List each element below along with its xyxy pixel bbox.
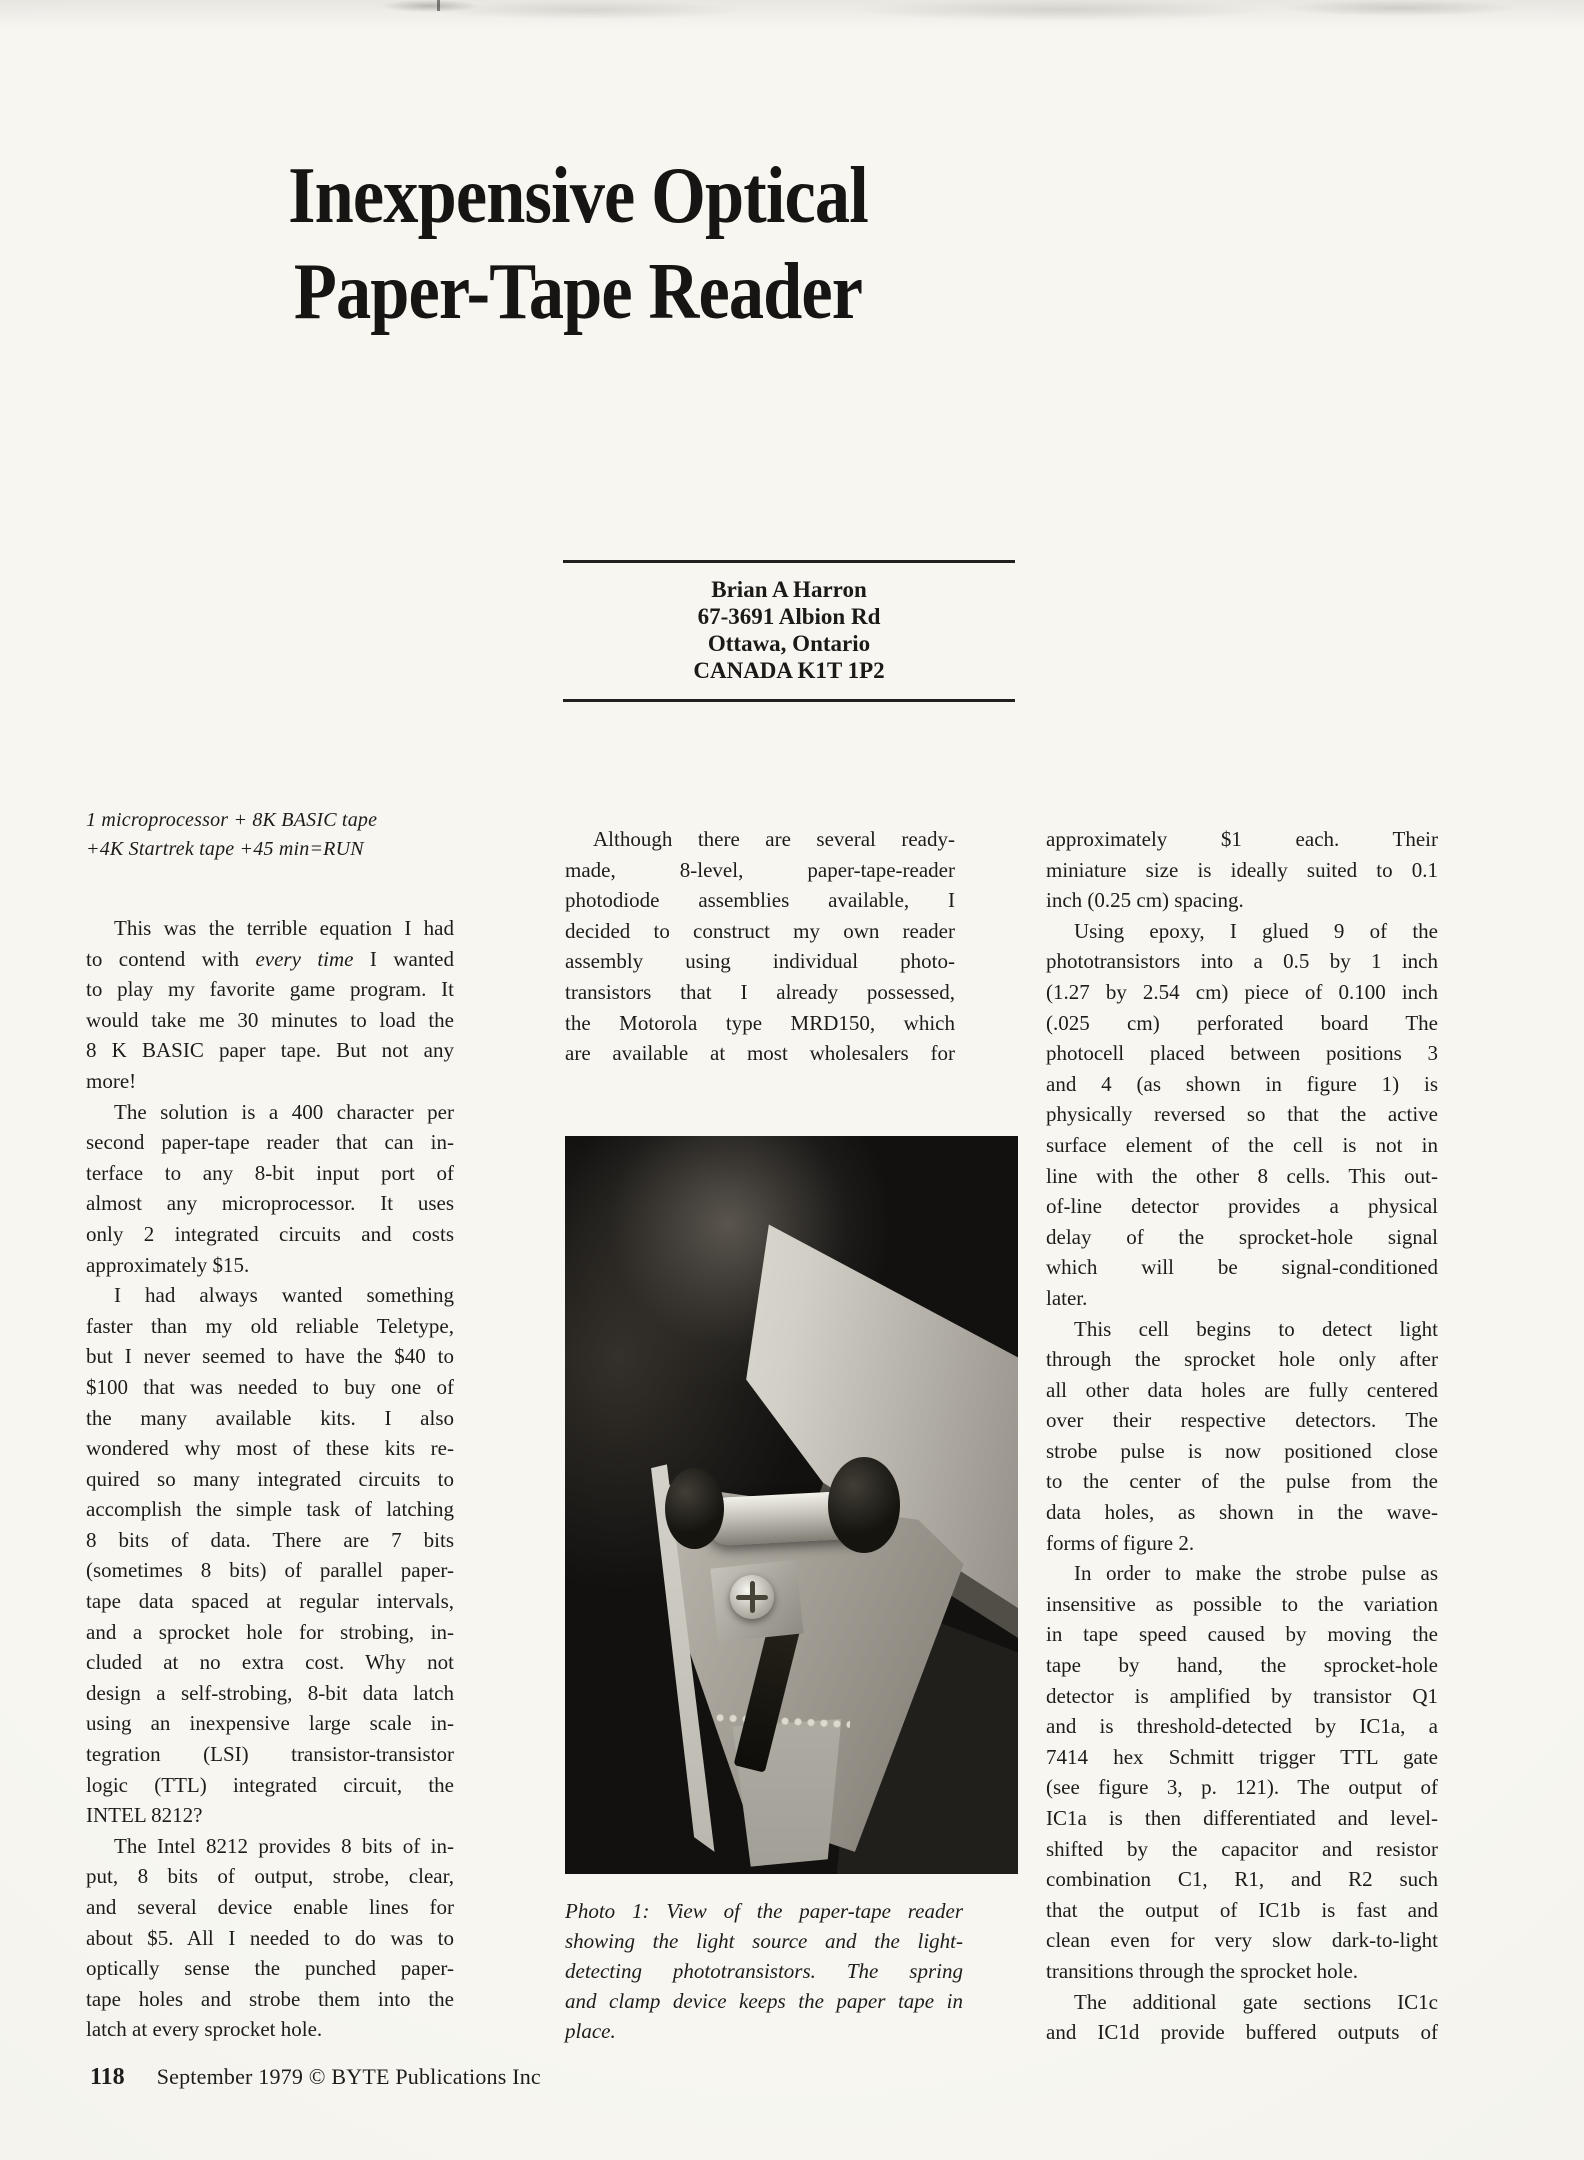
text-line: the Motorola type MRD150, which (565, 1010, 955, 1035)
paragraph (86, 1831, 454, 2045)
text-line: In order to make the strobe pulse as (1074, 1561, 1438, 1586)
text-line: This cell begins to detect light (1074, 1316, 1438, 1341)
page-footer (90, 2064, 541, 2091)
text-line: (.025 cm) perforated board The (1046, 1010, 1438, 1035)
author-name: Brian A Harron (711, 577, 867, 602)
text-line: about $5. All I needed to do was to (86, 1925, 454, 1950)
text-line: (1.27 by 2.54 cm) piece of 0.100 inch (1046, 979, 1438, 1004)
text-line: but I never seemed to have the $40 to (86, 1344, 454, 1369)
text-line: INTEL 8212? (86, 1803, 203, 1828)
paragraph (86, 1097, 454, 1281)
text-line: 7414 hex Schmitt trigger TTL gate (1046, 1744, 1438, 1769)
text-line: tape data spaced at regular intervals, (86, 1589, 454, 1614)
text-line: and several device enable lines for (86, 1895, 454, 1919)
text-line: approximately $15. (86, 1252, 250, 1277)
article-title-line-2: Paper-Tape Reader (293, 248, 863, 336)
right-column-text (1046, 824, 1438, 2048)
text-line: faster than my old reliable Teletype, (86, 1313, 454, 1338)
author-block (563, 560, 1015, 702)
text-line: made, 8-level, paper-tape-reader (565, 857, 955, 882)
text-line: IC1a is then differentiated and level- (1046, 1806, 1438, 1830)
right-column (1046, 824, 1438, 2048)
middle-column-text (565, 824, 955, 1069)
text-line: wondered why most of these kits re- (86, 1436, 454, 1461)
text-line: surface element of the cell is not in (1046, 1132, 1438, 1157)
paragraph (1046, 916, 1438, 1314)
photo-clamp-knob-right (828, 1457, 900, 1553)
text-line: clean even for very slow dark-to-light (1046, 1928, 1438, 1953)
text-line: tape holes and strobe them into the (86, 1986, 454, 2011)
text-line: to contend with every time I wanted (86, 946, 454, 971)
text-line: The Intel 8212 provides 8 bits of in- (114, 1833, 454, 1858)
text-line: put, 8 bits of output, strobe, clear, (86, 1864, 454, 1889)
paragraph (86, 1280, 454, 1831)
text-line: that the output of IC1b is fast and (1046, 1897, 1438, 1922)
text-line: more! (86, 1068, 137, 1093)
text-line: forms of figure 2. (1046, 1530, 1195, 1555)
text-line: and a sprocket hole for strobing, in- (86, 1619, 454, 1644)
text-line: through the sprocket hole only after (1046, 1347, 1438, 1372)
text-line: assembly using individual photo- (565, 949, 955, 974)
author-country-postal: CANADA K1T 1P2 (693, 658, 885, 683)
text-line: to play my favorite game program. It (86, 977, 454, 1002)
text-line: (see figure 3, p. 121). The output of (1046, 1775, 1438, 1800)
text-line: and IC1d provide buffered outputs of (1046, 2020, 1438, 2045)
middle-column (565, 824, 955, 1069)
text-line: physically reversed so that the active (1046, 1102, 1438, 1127)
text-line: later. (1046, 1285, 1088, 1310)
text-line: quired so many integrated circuits to (86, 1466, 454, 1491)
text-line: The solution is a 400 character per (114, 1099, 454, 1124)
text-line: logic (TTL) integrated circuit, the (86, 1772, 454, 1797)
text-line: photodiode assemblies available, I (565, 888, 955, 913)
text-line: almost any microprocessor. It uses (86, 1191, 454, 1216)
photo-paper-tape-reader (565, 1136, 1018, 1874)
text-line: the many available kits. I also (86, 1405, 454, 1430)
text-line: delay of the sprocket-hole signal (1046, 1224, 1438, 1249)
text-line: design a self-strobing, 8-bit data latch (86, 1680, 454, 1705)
text-line: Photo 1: View of the paper-tape reader (565, 1899, 963, 1923)
text-line: inch (0.25 cm) spacing. (1046, 888, 1244, 913)
text-line: latch at every sprocket hole. (86, 2017, 323, 2042)
text-line: phototransistors into a 0.5 by 1 inch (1046, 949, 1438, 974)
text-line: 8 bits of data. There are 7 bits (86, 1527, 454, 1552)
text-line: terface to any 8-bit input port of (86, 1160, 454, 1185)
text-line: insensitive as possible to the variation (1046, 1591, 1438, 1616)
photo-caption (565, 1896, 963, 2046)
text-line: data holes, as shown in the wave- (1046, 1500, 1438, 1525)
text-line: (sometimes 8 bits) of parallel paper- (86, 1558, 454, 1583)
paragraph (565, 824, 955, 1069)
paragraph (565, 1896, 963, 2046)
author-street: 67-3691 Albion Rd (697, 604, 881, 629)
text-line: Using epoxy, I glued 9 of the (1074, 918, 1438, 943)
text-line: line with the other 8 cells. This out- (1046, 1163, 1438, 1188)
author-city: Ottawa, Ontario (707, 631, 871, 656)
text-line: I had always wanted something (114, 1283, 454, 1308)
text-line: 8 K BASIC paper tape. But not any (86, 1038, 454, 1063)
text-line: cluded at no extra cost. Why not (86, 1650, 454, 1675)
text-line: of-line detector provides a physical (1046, 1194, 1438, 1219)
text-line: This was the terrible equation I had (114, 916, 454, 940)
text-line: which will be signal-conditioned (1046, 1255, 1438, 1280)
paragraph (1046, 1314, 1438, 1559)
left-column-text (86, 913, 454, 2045)
equation-line-2: +4K Startrek tape +45 min=RUN (86, 838, 364, 860)
left-column (86, 806, 454, 2045)
text-line: using an inexpensive large scale in- (86, 1711, 454, 1736)
text-line: transitions through the sprocket hole. (1046, 1958, 1359, 1983)
text-line: are available at most wholesalers for (565, 1041, 955, 1066)
text-line: Although there are several ready- (593, 827, 955, 851)
text-line: decided to construct my own reader (565, 918, 955, 943)
text-line: The additional gate sections IC1c (1074, 1989, 1438, 2014)
text-line: transistors that I already possessed, (565, 979, 955, 1004)
scan-artifact-band (0, 0, 1584, 34)
text-line: place. (565, 2019, 616, 2043)
article-title-line-1: Inexpensive Optical (288, 152, 868, 240)
page-number: 118 (90, 2064, 125, 2090)
equation-text (86, 806, 454, 864)
text-line: shifted by the capacitor and resistor (1046, 1836, 1438, 1861)
paragraph (1046, 1987, 1438, 2048)
text-line: over their respective detectors. The (1046, 1408, 1438, 1433)
text-line: accomplish the simple task of latching (86, 1497, 454, 1522)
text-line: in tape speed caused by moving the (1046, 1622, 1438, 1647)
text-line: tape by hand, the sprocket-hole (1046, 1653, 1438, 1678)
equation-line-1: 1 microprocessor + 8K BASIC tape (86, 809, 378, 831)
text-line: and 4 (as shown in figure 1) is (1046, 1071, 1438, 1096)
photo-clamp-knob-left (665, 1468, 724, 1549)
text-line: miniature size is ideally suited to 0.1 (1046, 857, 1438, 882)
text-line: combination C1, R1, and R2 such (1046, 1867, 1438, 1892)
footer-credit: September 1979 © BYTE Publications Inc (156, 2064, 541, 2089)
text-line: $100 that was needed to buy one of (86, 1374, 454, 1399)
text-line: optically sense the punched paper- (86, 1956, 454, 1981)
paragraph (86, 913, 454, 1097)
text-line: to the center of the pulse from the (1046, 1469, 1438, 1494)
scan-artifact-mark (437, 0, 440, 11)
text-line: would take me 30 minutes to load the (86, 1007, 454, 1032)
text-line: detector is amplified by transistor Q1 (1046, 1683, 1438, 1708)
paragraph (1046, 1558, 1438, 1986)
paragraph (1046, 824, 1438, 916)
text-line: showing the light source and the light- (565, 1929, 963, 1953)
text-line: tegration (LSI) transistor-transistor (86, 1742, 454, 1767)
text-line: detecting phototransistors. The spring (565, 1959, 963, 1983)
article-title (226, 148, 930, 340)
screw-slot-vertical (750, 1581, 755, 1613)
text-line: all other data holes are fully centered (1046, 1377, 1438, 1402)
text-line: only 2 integrated circuits and costs (86, 1221, 454, 1246)
text-line: approximately $1 each. Their (1046, 827, 1438, 851)
text-line: second paper-tape reader that can in- (86, 1130, 454, 1155)
text-line: strobe pulse is now positioned close (1046, 1438, 1438, 1463)
text-line: and is threshold-detected by IC1a, a (1046, 1714, 1438, 1739)
text-line: and clamp device keeps the paper tape in (565, 1989, 963, 2013)
text-line: photocell placed between positions 3 (1046, 1041, 1438, 1066)
